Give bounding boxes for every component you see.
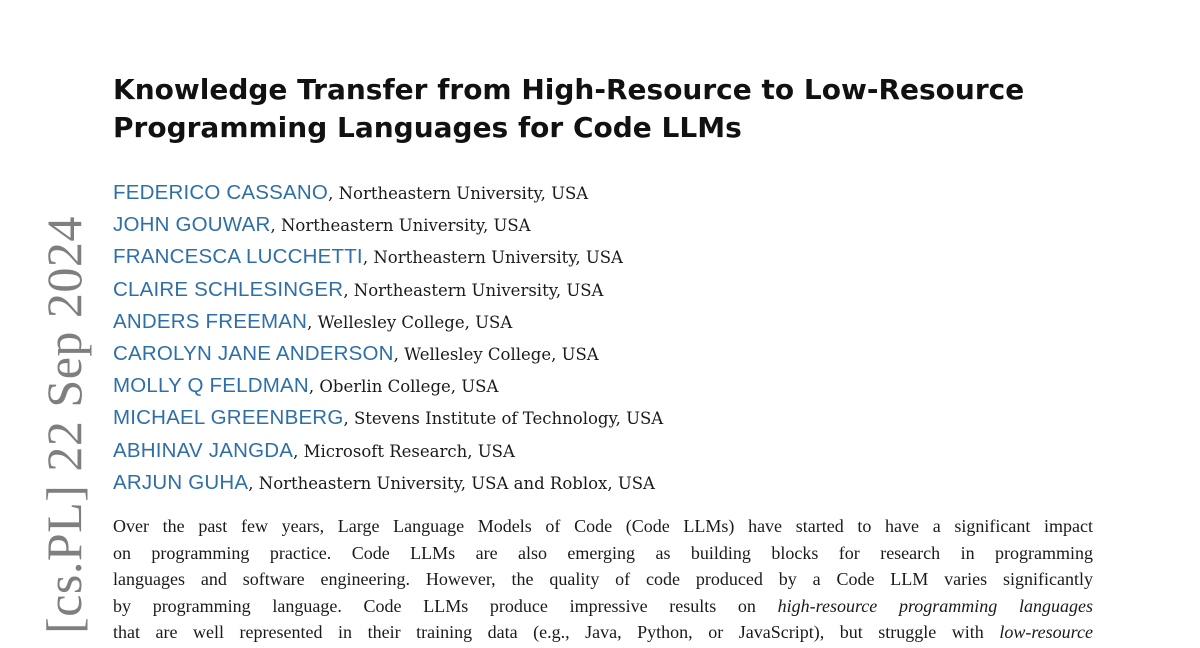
author-affiliation: , Wellesley College, USA bbox=[393, 344, 599, 364]
author-entry bbox=[113, 370, 663, 402]
author-entry bbox=[113, 306, 663, 338]
author-name-link[interactable]: MICHAEL GREENBERG bbox=[113, 406, 344, 430]
author-entry bbox=[113, 402, 663, 434]
abstract-line bbox=[113, 593, 1093, 620]
author-affiliation: , Northeastern University, USA and Roblox, USA bbox=[248, 473, 655, 493]
abstract-text: by programming language. Code LLMs produce impressive results on bbox=[113, 595, 778, 616]
author-entry bbox=[113, 209, 663, 241]
author-affiliation: , Oberlin College, USA bbox=[308, 377, 499, 397]
abstract-emphasis: high-resource programming languages bbox=[777, 595, 1093, 616]
author-name-link[interactable]: ABHINAV JANGDA bbox=[113, 438, 294, 462]
author-list bbox=[113, 177, 663, 499]
author-affiliation: , Wellesley College, USA bbox=[307, 312, 513, 332]
author-name-link[interactable]: ANDERS FREEMAN bbox=[113, 309, 308, 333]
abstract bbox=[113, 513, 1093, 646]
abstract-line: languages and software engineering. However, the quality of code produced by a Code LLM varies significantly bbox=[113, 569, 1093, 590]
abstract-line bbox=[113, 619, 1093, 646]
abstract-line: on programming practice. Code LLMs are also emerging as building blocks for research in programming bbox=[113, 542, 1093, 563]
author-entry bbox=[113, 241, 663, 273]
author-entry bbox=[113, 467, 663, 499]
author-entry bbox=[113, 177, 663, 209]
author-name-link[interactable]: ARJUN GUHA bbox=[113, 470, 249, 494]
author-name-link[interactable]: FEDERICO CASSANO bbox=[113, 181, 329, 204]
arxiv-identifier-stamp: [cs.PL] 22 Sep 2024 bbox=[36, 216, 92, 634]
paper-title bbox=[113, 71, 1113, 147]
author-entry bbox=[113, 338, 663, 370]
abstract-line: Over the past few years, Large Language Models of Code (Code LLMs) have started to have a significant impact bbox=[113, 516, 1093, 536]
author-name-link[interactable]: CLAIRE SCHLESINGER bbox=[113, 277, 344, 301]
paper-title-line-2: Programming Languages for Code LLMs bbox=[113, 111, 742, 144]
author-affiliation: , Northeastern University, USA bbox=[362, 248, 623, 268]
author-affiliation: , Microsoft Research, USA bbox=[293, 441, 515, 461]
author-entry bbox=[113, 435, 663, 467]
author-affiliation: , Northeastern University, USA bbox=[328, 184, 589, 203]
paper-title-line-1: Knowledge Transfer from High-Resource to Low-Resource bbox=[113, 73, 1025, 106]
author-entry bbox=[113, 274, 663, 306]
author-affiliation: , Northeastern University, USA bbox=[270, 216, 531, 236]
author-affiliation: , Northeastern University, USA bbox=[343, 280, 604, 300]
author-name-link[interactable]: MOLLY Q FELDMAN bbox=[113, 374, 309, 398]
author-name-link[interactable]: FRANCESCA LUCCHETTI bbox=[113, 245, 363, 269]
author-name-link[interactable]: JOHN GOUWAR bbox=[113, 213, 271, 237]
author-affiliation: , Stevens Institute of Technology, USA bbox=[343, 409, 664, 429]
author-name-link[interactable]: CAROLYN JANE ANDERSON bbox=[113, 341, 394, 365]
abstract-text: that are well represented in their training data (e.g., Java, Python, or JavaScript), but struggle with bbox=[113, 622, 1000, 643]
abstract-emphasis: low-resource bbox=[999, 622, 1093, 643]
